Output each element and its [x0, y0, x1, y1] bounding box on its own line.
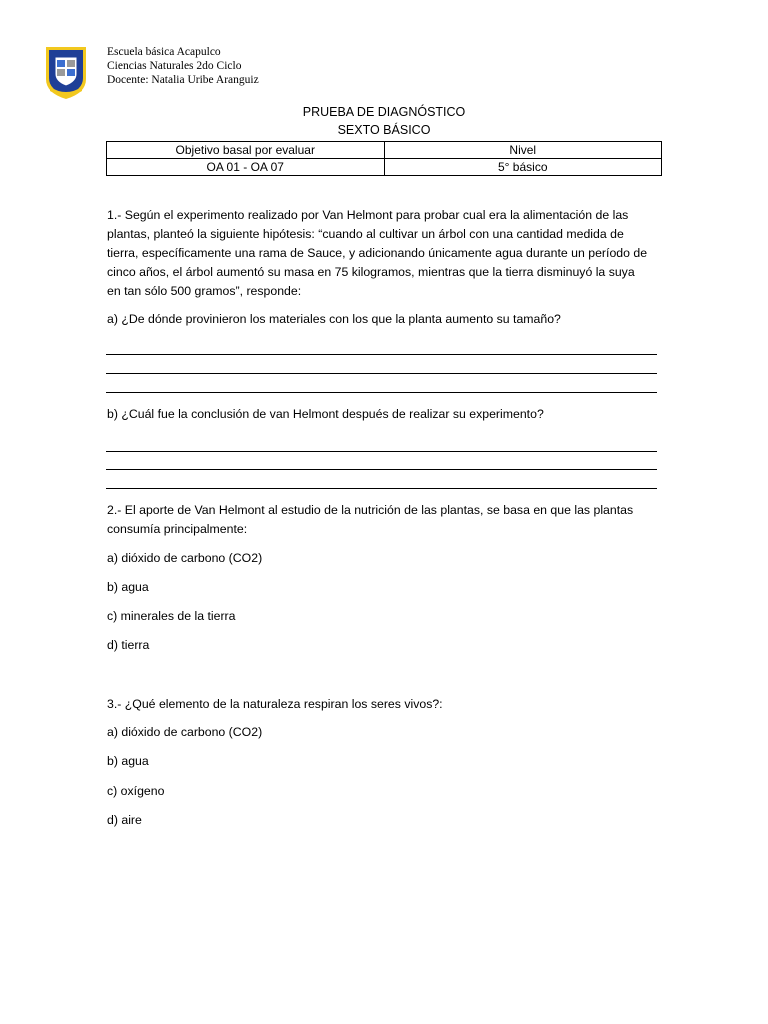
q2-option-a[interactable]: a) dióxido de carbono (CO2): [107, 551, 263, 565]
q3-option-d[interactable]: d) aire: [107, 813, 142, 827]
answer-line[interactable]: [106, 469, 657, 470]
table-header-row: [107, 142, 662, 159]
q2-line: 2.- El aporte de Van Helmont al estudio de la nutrición de las plantas, se basa en que las plantas: [107, 503, 634, 517]
table-row: [107, 159, 662, 176]
q2-option-d[interactable]: d) tierra: [107, 638, 150, 652]
answer-line[interactable]: [106, 451, 657, 452]
table-cell-objective: OA 01 - OA 07: [107, 159, 385, 176]
school-crest-icon: [44, 43, 88, 101]
q2-line: consumía principalmente:: [107, 522, 248, 536]
table-header-level: Nivel: [384, 142, 662, 159]
table-cell-level: 5° básico: [384, 159, 662, 176]
answer-line[interactable]: [106, 392, 657, 393]
question-3-text: 3.- ¿Qué elemento de la naturaleza respiran los seres vivos?:: [107, 697, 443, 711]
answer-line[interactable]: [106, 488, 657, 489]
q2-option-b[interactable]: b) agua: [107, 580, 149, 594]
question-1-text: [107, 206, 662, 301]
q1-line: plantas, planteó la siguiente hipótesis: “cuando al cultivar un árbol con una cantidad medida de: [107, 227, 624, 241]
subject-name: Ciencias Naturales 2do Ciclo: [107, 60, 242, 72]
test-title: PRUEBA DE DIAGNÓSTICO: [302, 105, 466, 119]
q1-line: tierra, específicamente una rama de Sauce, y adicionando únicamente agua durante un período de: [107, 246, 648, 260]
question-2-text: [107, 501, 662, 539]
answer-line[interactable]: [106, 354, 657, 355]
q3-option-a[interactable]: a) dióxido de carbono (CO2): [107, 725, 263, 739]
q1-line: en tan sólo 500 gramos”, responde:: [107, 284, 302, 298]
grade-title: SEXTO BÁSICO: [337, 123, 431, 137]
q1-line: 1.- Según el experimento realizado por Van Helmont para probar cual era la alimentación de las: [107, 208, 629, 222]
q3-option-b[interactable]: b) agua: [107, 754, 149, 768]
objectives-table: [106, 141, 662, 176]
table-header-objective: Objetivo basal por evaluar: [107, 142, 385, 159]
question-1b: b) ¿Cuál fue la conclusión de van Helmont después de realizar su experimento?: [107, 407, 544, 421]
question-1a: a) ¿De dónde provinieron los materiales con los que la planta aumento su tamaño?: [107, 312, 561, 326]
answer-line[interactable]: [106, 373, 657, 374]
school-header: [107, 45, 259, 87]
school-name: Escuela básica Acapulco: [107, 46, 221, 58]
q3-option-c[interactable]: c) oxígeno: [107, 784, 165, 798]
q2-option-c[interactable]: c) minerales de la tierra: [107, 609, 236, 623]
teacher-name: Docente: Natalia Uribe Aranguiz: [107, 74, 259, 86]
q1-line: cinco años, el árbol aumentó su masa en 75 kilogramos, mientras que la tierra disminuyó la suya: [107, 265, 635, 279]
